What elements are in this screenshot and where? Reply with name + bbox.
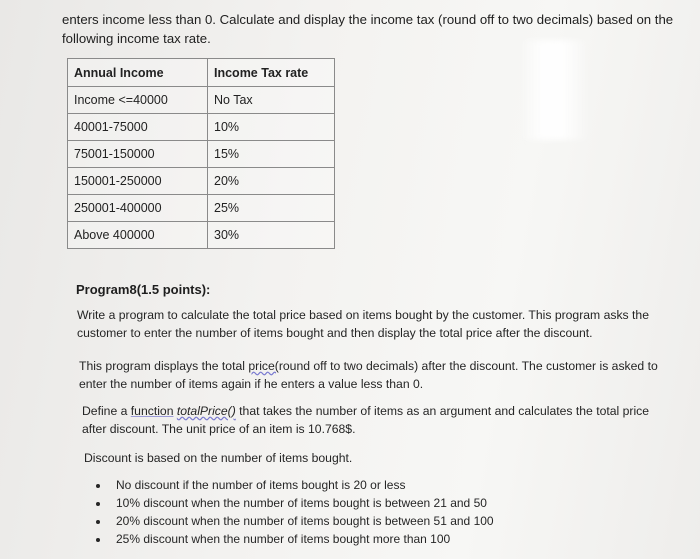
income-cell: 40001-75000 xyxy=(68,114,208,141)
display-text-start: This program displays the total xyxy=(79,359,249,373)
table-row xyxy=(68,168,335,195)
table-row xyxy=(68,141,335,168)
income-cell: 75001-150000 xyxy=(68,141,208,168)
rate-cell: No Tax xyxy=(208,87,335,114)
rate-cell: 30% xyxy=(208,222,335,249)
rate-cell: 25% xyxy=(208,195,335,222)
list-item: • 10% discount when the number of items bought is between 21 and 50 xyxy=(110,494,494,512)
display-description xyxy=(79,357,664,393)
table-row xyxy=(68,87,335,114)
function-word: function xyxy=(130,404,174,418)
income-tax-table xyxy=(67,58,335,249)
table-row xyxy=(68,222,335,249)
income-cell: Above 400000 xyxy=(68,222,208,249)
list-item: • 20% discount when the number of items bought is between 51 and 100 xyxy=(110,512,494,530)
light-glare xyxy=(520,40,590,140)
header-income-tax-rate: Income Tax rate xyxy=(208,59,335,87)
rate-cell: 10% xyxy=(208,114,335,141)
define-text-end: that takes the number of items as an argument and calculates the total price after discount. The unit price of an item is 10.768$. xyxy=(82,404,650,436)
list-item: • No discount if the number of items bought is 20 or less xyxy=(110,476,494,494)
program-title: Program8(1.5 points): xyxy=(76,282,211,297)
header-annual-income: Annual Income xyxy=(68,59,208,87)
discount-list xyxy=(90,476,494,548)
table-header-row xyxy=(68,59,335,87)
table-row xyxy=(68,195,335,222)
income-cell: Income <=40000 xyxy=(68,87,208,114)
spellcheck-price: price( xyxy=(248,359,279,373)
rate-cell: 20% xyxy=(208,168,335,195)
rate-cell: 15% xyxy=(208,141,335,168)
table-row xyxy=(68,114,335,141)
function-definition xyxy=(82,402,667,438)
income-cell: 250001-400000 xyxy=(68,195,208,222)
intro-paragraph: enters income less than 0. Calculate and display the income tax (round off to two decimals) based on the following income tax rate. xyxy=(62,12,674,46)
discount-intro: Discount is based on the number of items bought. xyxy=(84,451,353,465)
income-cell: 150001-250000 xyxy=(68,168,208,195)
function-name: totalPrice() xyxy=(176,404,236,418)
list-item: • 25% discount when the number of items bought more than 100 xyxy=(110,530,494,548)
define-text-start: Define a xyxy=(82,404,131,418)
program-description: Write a program to calculate the total price based on items bought by the customer. This program asks the customer to enter the number of items bought and then display the total price after the discount. xyxy=(77,308,649,340)
display-text-end: round off to two decimals) after the discount. The customer is asked to enter the number of items again if he enters a value less than 0. xyxy=(79,359,658,391)
